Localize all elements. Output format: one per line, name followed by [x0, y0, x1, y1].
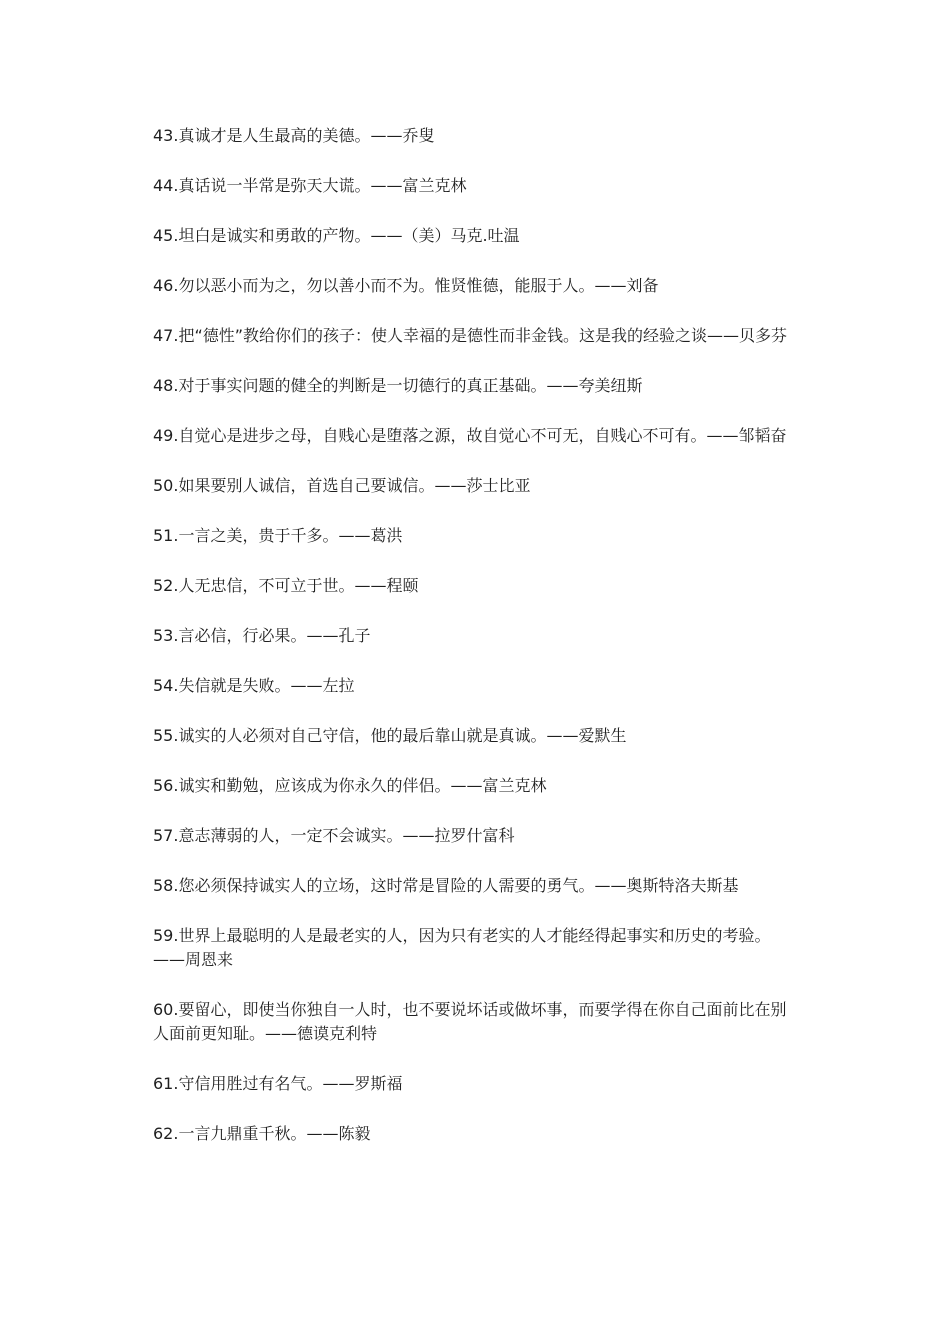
quote-50: 50.如果要别人诚信，首选自己要诚信。——莎士比亚 — [153, 476, 531, 495]
quote-54: 54.失信就是失败。——左拉 — [153, 676, 355, 695]
quote-55: 55.诚实的人必须对自己守信，他的最后靠山就是真诚。——爱默生 — [153, 726, 627, 745]
quote-60: 60.要留心，即使当你独自一人时，也不要说坏话或做坏事，而要学得在你自己面前比在别人面前更知耻。——德谟克利特 — [153, 1000, 787, 1043]
quote-48: 48.对于事实问题的健全的判断是一切德行的真正基础。——夸美纽斯 — [153, 376, 643, 395]
quote-57: 57.意志薄弱的人，一定不会诚实。——拉罗什富科 — [153, 826, 515, 845]
quote-62: 62.一言九鼎重千秋。——陈毅 — [153, 1124, 371, 1143]
quote-59: 59.世界上最聪明的人是最老实的人，因为只有老实的人才能经得起事实和历史的考验。——周恩来 — [153, 926, 771, 969]
quote-47: 47.把“德性”教给你们的孩子：使人幸福的是德性而非金钱。这是我的经验之谈——贝多芬 — [153, 326, 788, 345]
quote-53: 53.言必信，行必果。——孔子 — [153, 626, 371, 645]
quote-45: 45.坦白是诚实和勇敢的产物。——（美）马克.吐温 — [153, 226, 520, 245]
quote-list — [153, 124, 795, 1172]
quote-56: 56.诚实和勤勉，应该成为你永久的伴侣。——富兰克林 — [153, 776, 547, 795]
quote-51: 51.一言之美，贵于千多。——葛洪 — [153, 526, 403, 545]
quote-58: 58.您必须保持诚实人的立场，这时常是冒险的人需要的勇气。——奥斯特洛夫斯基 — [153, 876, 739, 895]
quote-52: 52.人无忠信，不可立于世。——程颐 — [153, 576, 419, 595]
quote-46: 46.勿以恶小而为之，勿以善小而不为。惟贤惟德，能服于人。——刘备 — [153, 276, 659, 295]
quote-43: 43.真诚才是人生最高的美德。——乔叟 — [153, 126, 435, 145]
quote-44: 44.真话说一半常是弥天大谎。——富兰克林 — [153, 176, 467, 195]
quote-49: 49.自觉心是进步之母，自贱心是堕落之源，故自觉心不可无，自贱心不可有。——邹韬奋 — [153, 426, 787, 445]
quote-61: 61.守信用胜过有名气。——罗斯福 — [153, 1074, 403, 1093]
